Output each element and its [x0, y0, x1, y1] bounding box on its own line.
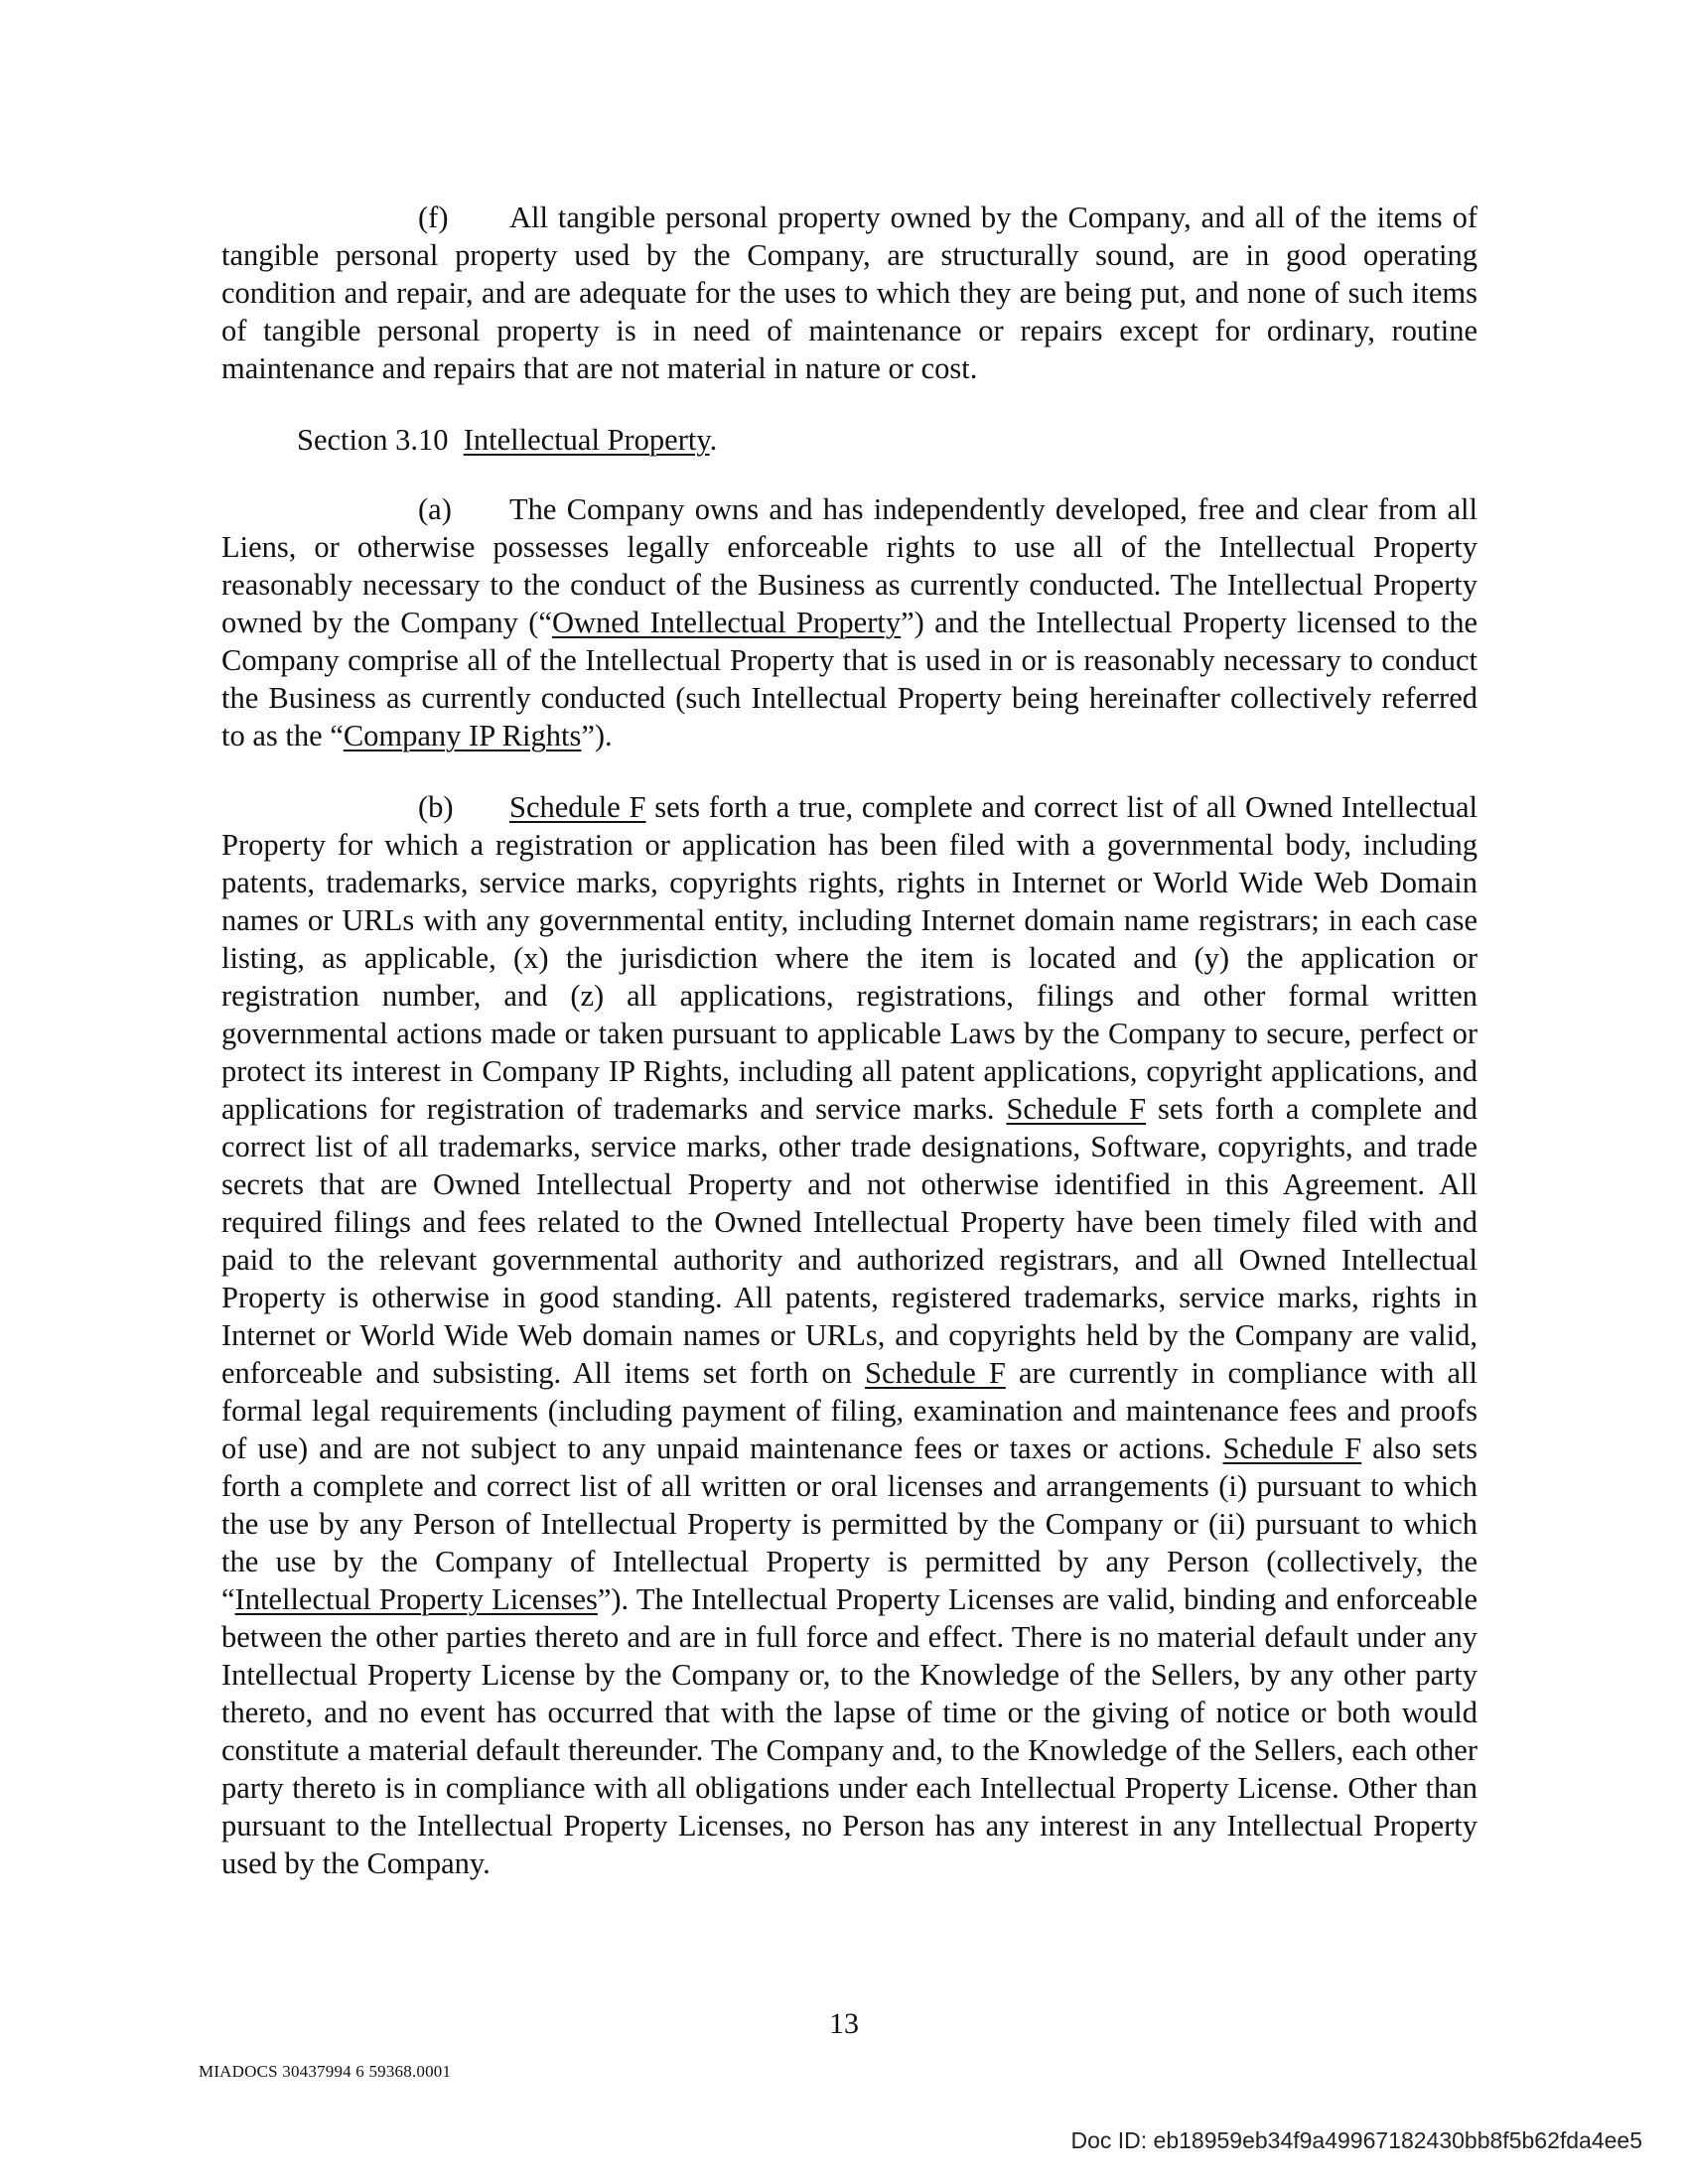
section-heading — [221, 421, 1477, 459]
paragraph-a — [221, 490, 1477, 754]
defined-term: Company IP Rights — [343, 719, 582, 752]
paragraph-text: also sets forth a complete and correct list of all written or oral licenses and arrangements (i) pursuant to which the use by any Person of Intellectual Property is permitted by the Company or (ii) pursuant to which the use by the Company of Intellectual Property is permitted by any Person (collectively, the “ — [221, 1432, 1478, 1616]
paragraph-text: The Company owns and has independently developed, free and clear from all Liens, or otherwise possesses legally enforceable rights to use all of the Intellectual Property reasonably necessary to the conduct of the Business as currently conducted. The Intellectual Property owned by the Company (“ — [221, 492, 1477, 639]
schedule-reference: Schedule F — [1222, 1432, 1362, 1465]
defined-term: Intellectual Property Licenses — [234, 1582, 598, 1616]
paragraph-text: All tangible personal property owned by the Company, and all of the items of tangible personal property used by the Company, are structurally sound, are in good operating condition and repair, and are adequate for the uses to which they are being put, and none of such items of tangible personal property is in need of maintenance or repairs except for ordinary, routine maintenance and repairs that are not material in nature or cost. — [221, 201, 1477, 385]
schedule-reference: Schedule F — [865, 1356, 1006, 1390]
paragraph-b — [221, 788, 1477, 1882]
paragraph-text: sets forth a complete and correct list of all trademarks, service marks, other trade designations, Software, copyrights, and trade secrets that are Owned Intellectual Property and not otherwise identified in this Agreement. All required filings and fees related to the Owned Intellectual Property have been timely filed with and paid to the relevant governmental authority and authorized registrars, and all Owned Intellectual Property is otherwise in good standing. All patents, registered trademarks, service marks, rights in Internet or World Wide Web domain names or URLs, and copyrights held by the Company are valid, enforceable and subsisting. All items set forth on — [221, 1092, 1477, 1390]
paragraph-text: are currently in compliance with all formal legal requirements (including payment of filing, examination and maintenance fees and proofs of use) and are not subject to any unpaid maintenance fees or taxes or actions. — [221, 1356, 1477, 1465]
defined-term: Owned Intellectual Property — [551, 606, 902, 639]
document-code: MIADOCS 30437994 6 59368.0001 — [199, 2062, 452, 2081]
schedule-reference: Schedule F — [509, 790, 646, 824]
paragraph-f — [221, 199, 1477, 387]
schedule-reference: Schedule F — [1006, 1092, 1147, 1126]
paragraph-marker: (b) — [418, 790, 454, 824]
paragraph-marker: (a) — [418, 492, 452, 526]
paragraph-text: sets forth a true, complete and correct list of all Owned Intellectual Property for which a registration or application has been filed with a governmental body, including patents, trademarks, service marks, copyrights rights, rights in Internet or World Wide Web Domain names or URLs with any governmental entity, including Internet domain name registrars; in each case listing, as applicable, (x) the jurisdiction where the item is located and (y) the application or registration number, and (z) all applications, registrations, filings and other formal written governmental actions made or taken pursuant to applicable Laws by the Company to secure, perfect or protect its interest in Company IP Rights, including all patent applications, copyright applications, and applications for registration of trademarks and service marks. — [221, 790, 1477, 1126]
paragraph-marker: (f) — [418, 201, 449, 234]
section-title: Intellectual Property — [463, 423, 710, 457]
paragraph-text: ”). — [581, 719, 613, 752]
section-period: . — [709, 423, 718, 457]
paragraph-text: ”). The Intellectual Property Licenses are valid, binding and enforceable between the other parties thereto and are in full force and effect. There is no material default under any Intellectual Property License by the Company or, to the Knowledge of the Sellers, by any other party thereto, and no event has occurred that with the lapse of time or the giving of notice or both would constitute a material default thereunder. The Company and, to the Knowledge of the Sellers, each other party thereto is in compliance with all obligations under each Intellectual Property License. Other than pursuant to the Intellectual Property Licenses, no Person has any interest in any Intellectual Property used by the Company. — [221, 1582, 1478, 1880]
paragraph-text: ”) and the Intellectual Property licensed to the Company comprise all of the Intellectual Property that is used in or is reasonably necessary to conduct the Business as currently conducted (such Intellectual Property being hereinafter collectively referred to as the “ — [221, 606, 1478, 752]
doc-id: Doc ID: eb18959eb34f9a49967182430bb8f5b62fda4ee5 — [1070, 2127, 1642, 2153]
page-number: 13 — [829, 2007, 859, 2040]
section-number: Section 3.10 — [297, 423, 449, 457]
